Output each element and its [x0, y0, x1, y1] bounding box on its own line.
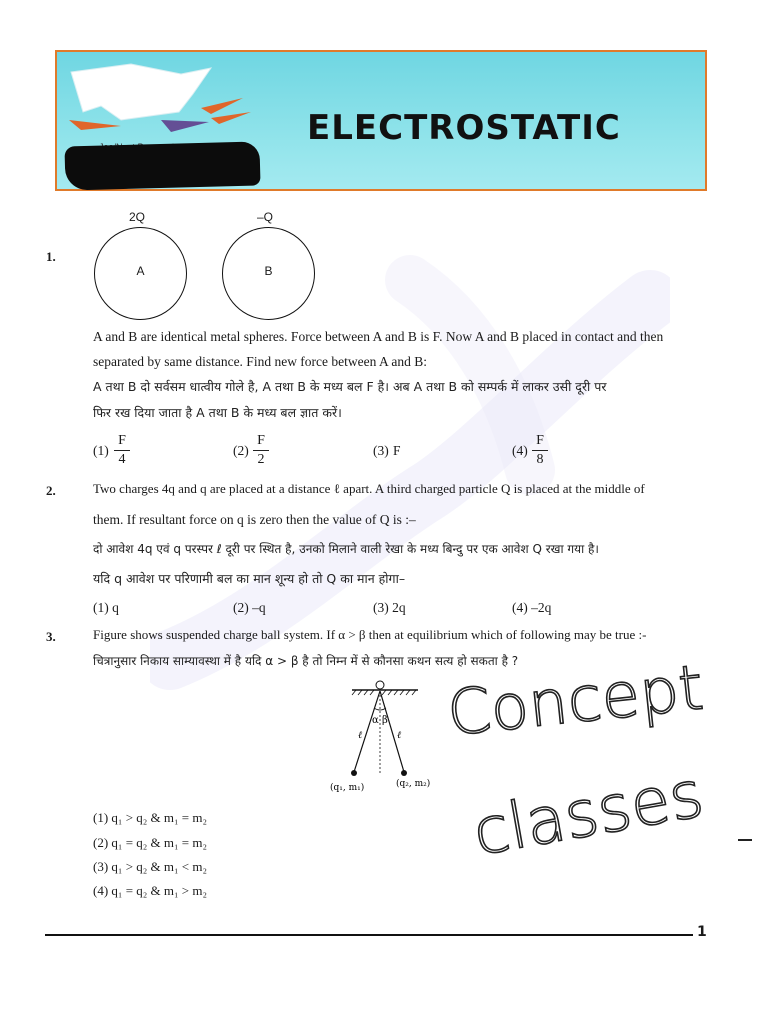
- page-number: 1: [697, 924, 707, 940]
- option-label: (1): [93, 443, 109, 458]
- string-length-right: ℓ: [397, 730, 402, 741]
- logo-icon: [61, 60, 261, 140]
- option-text: (2) –q: [233, 600, 266, 615]
- question-text: separated by same distance. Find new force between A and B:: [93, 354, 428, 369]
- fraction-denominator: 4: [118, 452, 126, 467]
- option-text: (1) q₁ > q₂ & m₁ = m₂: [93, 810, 208, 825]
- sphere-b-label: B: [264, 264, 273, 278]
- handwriting-line2: classes: [467, 757, 709, 871]
- fraction-numerator: F: [253, 432, 269, 451]
- sphere-b-charge: –Q: [257, 210, 274, 224]
- question-text-hindi: फिर रख दिया जाता है A तथा B के मध्य बल ज्ञात करें।: [93, 405, 342, 420]
- question-text: A and B are identical metal spheres. Force between A and B is F. Now A and B placed in contact and then: [93, 329, 664, 344]
- question-text: Two charges 4q and q are placed at a distance ℓ apart. A third charged particle Q is placed at the middle of: [93, 481, 645, 496]
- fraction-numerator: F: [114, 432, 130, 451]
- option-fraction: [114, 432, 130, 469]
- option-fraction: [253, 432, 269, 469]
- handwriting-line1: Concept: [443, 650, 707, 750]
- question-text: them. If resultant force on q is zero then the value of Q is :–: [93, 512, 416, 527]
- fraction-numerator: F: [532, 432, 548, 451]
- option-text: (1) q: [93, 600, 119, 615]
- option-fraction: [532, 432, 548, 469]
- sphere-b: [222, 227, 315, 320]
- string-length-left: ℓ: [358, 730, 363, 741]
- sphere-a: [94, 227, 187, 320]
- page-title: ELECTROSTATIC: [307, 108, 621, 148]
- handwritten-annotation: [430, 650, 768, 880]
- option-label: (2): [233, 443, 249, 458]
- question-text-hindi: यदि q आवेश पर परिणामी बल का मान शून्य हो तो Q का मान होगा–: [93, 571, 406, 586]
- option-text: (4) –2q: [512, 600, 552, 615]
- footer-divider: [45, 934, 693, 936]
- question-text-hindi: चित्रानुसार निकाय साम्यावस्था में है यदि α > β है तो निम्न में से कौनसा कथन सत्य हो सकता है ?: [93, 654, 519, 668]
- sphere-a-label: A: [136, 264, 145, 278]
- option-label: (4): [512, 443, 528, 458]
- fraction-denominator: 8: [536, 452, 544, 467]
- redaction-mark: [64, 141, 260, 190]
- question-number: 1.: [46, 249, 56, 264]
- fraction-denominator: 2: [257, 452, 265, 467]
- question-number: 3.: [46, 629, 56, 644]
- question-text-hindi: A तथा B दो सर्वसम धात्वीय गोले है, A तथा B के मध्य बल F है। अब A तथा B को सम्पर्क में लाकर उसी दूरी पर: [93, 379, 607, 394]
- question-text-hindi: दो आवेश 4q एवं q परस्पर ℓ दूरी पर स्थित है, उनको मिलाने वाली रेखा के मध्य बिन्दु पर एक आवेश Q रखा गया है।: [93, 542, 599, 556]
- option-text: (3) 2q: [373, 600, 406, 615]
- option-text: (2) q₁ = q₂ & m₁ = m₂: [93, 835, 208, 850]
- question-text: Figure shows suspended charge ball system. If α > β then at equilibrium which of following may be true :-: [93, 627, 647, 642]
- beta-label: β: [382, 715, 388, 726]
- question-number: 2.: [46, 483, 56, 498]
- sphere-a-charge: 2Q: [129, 210, 146, 224]
- alpha-label: α: [372, 715, 379, 726]
- ball-left-label: (q₁, m₁): [330, 783, 365, 793]
- header-banner: [55, 50, 707, 191]
- option-label: (3): [373, 443, 389, 458]
- ball-right-label: (q₂, m₂): [396, 779, 431, 789]
- option-text: F: [393, 443, 401, 458]
- option-text: (3) q₁ > q₂ & m₁ < m₂: [93, 859, 208, 874]
- option-text: (4) q₁ = q₂ & m₁ > m₂: [93, 883, 208, 898]
